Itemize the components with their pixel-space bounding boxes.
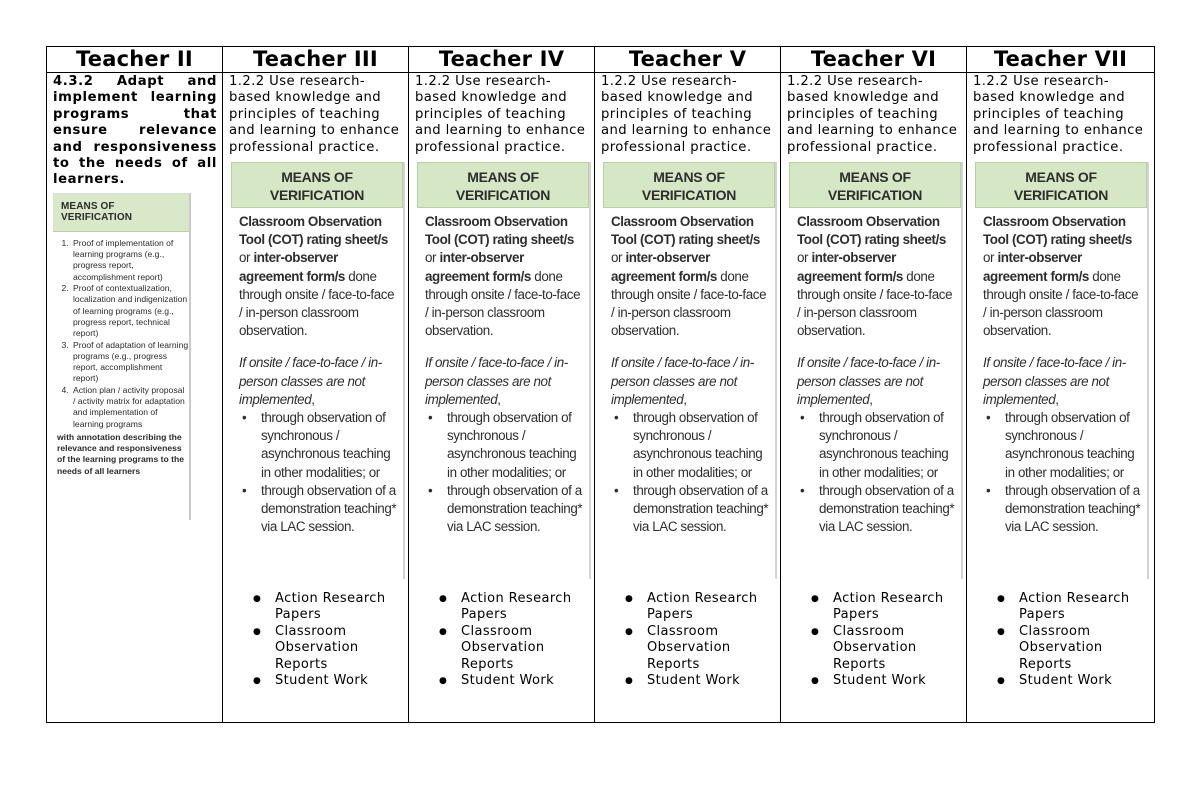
evidence-list — [223, 591, 408, 689]
header-teacher-3: Teacher III — [223, 47, 409, 73]
cot-text: Classroom Observation Tool (COT) rating sheet/s or inter-observer agreement form/s done through onsite / face-to-face / in-person classroom observation. — [797, 214, 953, 339]
cell-teacher-4 — [409, 73, 595, 723]
evidence-item: ● Classroom Observation Reports — [833, 624, 966, 673]
evidence-item: ● Action Research Papers — [833, 591, 966, 624]
mov-bullets — [611, 409, 769, 536]
evidence-item: ● Classroom Observation Reports — [461, 624, 594, 673]
mov-image — [231, 162, 405, 579]
evidence-item: ● Student Work — [275, 673, 408, 689]
cell-teacher-2 — [47, 73, 223, 723]
evidence-item: ● Classroom Observation Reports — [275, 624, 408, 673]
mov-title: MEANS OF VERIFICATION — [231, 162, 403, 208]
mov-bullet: • through observation of synchronous / asynchronous teaching in other modalities; or — [1005, 409, 1141, 482]
mov-bullet: • through observation of a demonstration teaching* via LAC session. — [261, 482, 397, 537]
mov-image — [417, 162, 591, 579]
mov-bullets — [797, 409, 955, 536]
evidence-list — [781, 591, 966, 689]
mov-bullet: • through observation of a demonstration teaching* via LAC session. — [1005, 482, 1141, 537]
mov-bullet: • through observation of a demonstration teaching* via LAC session. — [819, 482, 955, 537]
evidence-list — [409, 591, 594, 689]
competency-text: 4.3.2 Adapt and implement learning programs that ensure relevance and responsiveness to the needs of all learners. — [53, 74, 217, 188]
evidence-item: ● Student Work — [833, 673, 966, 689]
evidence-item: ● Student Work — [461, 673, 594, 689]
evidence-item: ● Classroom Observation Reports — [1019, 624, 1154, 673]
mov-title: MEANS OF VERIFICATION — [417, 162, 589, 208]
header-row — [47, 47, 1155, 73]
cell-teacher-3 — [223, 73, 409, 723]
evidence-item: ● Classroom Observation Reports — [647, 624, 780, 673]
competency-text: 1.2.2 Use research-based knowledge and principles of teaching and learning to enhance professional practice. — [601, 74, 772, 155]
evidence-list — [967, 591, 1154, 689]
if-text: If onsite / face-to-face / in-person classes are not implemented, — [797, 355, 940, 407]
mov-title: MEANS OF VERIFICATION — [789, 162, 961, 208]
header-teacher-6: Teacher VI — [781, 47, 967, 73]
evidence-item: ● Student Work — [1019, 673, 1154, 689]
mov-image — [789, 162, 963, 579]
cot-text: Classroom Observation Tool (COT) rating sheet/s or inter-observer agreement form/s done through onsite / face-to-face / in-person classroom observation. — [611, 214, 767, 339]
evidence-list — [595, 591, 780, 689]
mov-title: MEANS OF VERIFICATION — [603, 162, 775, 208]
evidence-item: ● Action Research Papers — [275, 591, 408, 624]
mov-image — [53, 193, 191, 520]
cot-text: Classroom Observation Tool (COT) rating sheet/s or inter-observer agreement form/s done through onsite / face-to-face / in-person classroom observation. — [425, 214, 581, 339]
evidence-item: ● Student Work — [647, 673, 780, 689]
mov-bullets — [983, 409, 1141, 536]
cell-teacher-5 — [595, 73, 781, 723]
mov-item: 4. Action plan / activity proposal / activity matrix for adaptation and implementation of learning programs — [71, 385, 189, 430]
content-row — [47, 73, 1155, 723]
if-text: If onsite / face-to-face / in-person classes are not implemented, — [611, 355, 754, 407]
header-teacher-4: Teacher IV — [409, 47, 595, 73]
mov-item: 2. Proof of contextualization, localization and indigenization of learning programs (e.g., progress report, technical report) — [71, 283, 189, 339]
if-text: If onsite / face-to-face / in-person classes are not implemented, — [983, 355, 1126, 407]
mov-bullet: • through observation of a demonstration teaching* via LAC session. — [447, 482, 583, 537]
mov-bullet: • through observation of a demonstration teaching* via LAC session. — [633, 482, 769, 537]
mov-bullet: • through observation of synchronous / asynchronous teaching in other modalities; or — [819, 409, 955, 482]
mov-image — [975, 162, 1149, 579]
competency-text: 1.2.2 Use research-based knowledge and principles of teaching and learning to enhance professional practice. — [787, 74, 958, 155]
cot-text: Classroom Observation Tool (COT) rating sheet/s or inter-observer agreement form/s done through onsite / face-to-face / in-person classroom observation. — [239, 214, 395, 339]
competency-text: 1.2.2 Use research-based knowledge and principles of teaching and learning to enhance professional practice. — [415, 74, 586, 155]
evidence-item: ● Action Research Papers — [461, 591, 594, 624]
if-text: If onsite / face-to-face / in-person classes are not implemented, — [239, 355, 382, 407]
mov-bullet: • through observation of synchronous / asynchronous teaching in other modalities; or — [447, 409, 583, 482]
mov-bullets — [239, 409, 397, 536]
if-text: If onsite / face-to-face / in-person classes are not implemented, — [425, 355, 568, 407]
mov-list — [53, 238, 189, 430]
evidence-item: ● Action Research Papers — [1019, 591, 1154, 624]
mov-note: with annotation describing the relevance and responsiveness of the learning programs to the needs of all learners — [57, 431, 185, 476]
header-teacher-5: Teacher V — [595, 47, 781, 73]
competency-table — [46, 46, 1155, 723]
competency-text: 1.2.2 Use research-based knowledge and principles of teaching and learning to enhance professional practice. — [229, 74, 400, 155]
evidence-item: ● Action Research Papers — [647, 591, 780, 624]
mov-title: MEANS OF VERIFICATION — [53, 194, 189, 232]
mov-item: 3. Proof of adaptation of learning programs (e.g., progress report, accomplishment report) — [71, 340, 189, 385]
mov-bullets — [425, 409, 583, 536]
mov-bullet: • through observation of synchronous / asynchronous teaching in other modalities; or — [633, 409, 769, 482]
mov-item: 1. Proof of implementation of learning programs (e.g., progress report, accomplishment report) — [71, 238, 189, 283]
header-teacher-7: Teacher VII — [967, 47, 1155, 73]
mov-bullet: • through observation of synchronous / asynchronous teaching in other modalities; or — [261, 409, 397, 482]
mov-image — [603, 162, 777, 579]
cell-teacher-7 — [967, 73, 1155, 723]
mov-title: MEANS OF VERIFICATION — [975, 162, 1147, 208]
cell-teacher-6 — [781, 73, 967, 723]
cot-text: Classroom Observation Tool (COT) rating sheet/s or inter-observer agreement form/s done through onsite / face-to-face / in-person classroom observation. — [983, 214, 1139, 339]
competency-text: 1.2.2 Use research-based knowledge and principles of teaching and learning to enhance professional practice. — [973, 74, 1144, 155]
header-teacher-2: Teacher II — [47, 47, 223, 73]
